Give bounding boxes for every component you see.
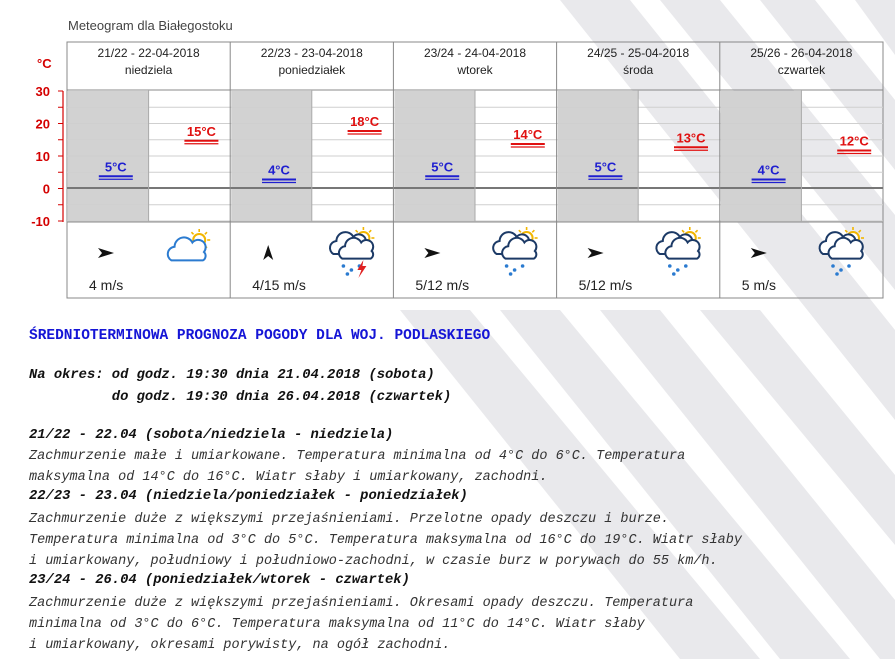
partly-cloudy-icon xyxy=(168,229,210,260)
wind-speed: 4 m/s xyxy=(89,277,124,293)
meteogram-title: Meteogram dla Białegostoku xyxy=(68,18,233,33)
max-temp-label: 14°C xyxy=(513,127,543,142)
min-temp-label: 4°C xyxy=(268,162,290,178)
max-temp-label: 12°C xyxy=(839,133,869,149)
day-weekday: czwartek xyxy=(777,63,826,77)
min-temp-label: 4°C xyxy=(757,162,780,178)
arrow-east-icon xyxy=(98,248,114,258)
section-title: 22/23 - 23.04 (niedziela/poniedziałek - poniedziałek) xyxy=(29,489,468,504)
day-dates: 25/26 - 26-04-2018 xyxy=(750,46,853,60)
day-dates: 22/23 - 23-04-2018 xyxy=(260,46,363,60)
min-temp-label: 5°C xyxy=(431,159,454,175)
section-title: 23/24 - 26.04 (poniedziałek/wtorek - czwartek) xyxy=(29,573,410,588)
section-text: Zachmurzenie duże z większymi przejaśnieniami. Okresami opady deszczu. Temperatura minimalna od 3°C do 6°C. Temperatura maksymalna od 11°C do 14°C. Wiatr słaby i umiarkowany, okresami porywisty, na ogół zachodni. xyxy=(29,596,694,653)
section-text: Zachmurzenie duże z większymi przejaśnieniami. Przelotne opady deszczu i burze. Temperatura minimalna od 3°C do 5°C. Temperatura maksymalna od 16°C do 19°C. Wiatr słaby i umiarkowany, południowy i południowo-zachodni, w czasie burz w porywach do 55 km/h. xyxy=(29,512,742,569)
day-weekday: niedziela xyxy=(124,63,173,77)
arrow-north-icon xyxy=(263,245,273,260)
section-text: Zachmurzenie małe i umiarkowane. Temperatura minimalna od 4°C do 6°C. Temperatura maksymalna od 14°C do 16°C. Wiatr słaby i umiarkowany, zachodni. xyxy=(29,449,686,485)
max-temp-label: 18°C xyxy=(350,114,380,129)
day-dates: 24/25 - 25-04-2018 xyxy=(587,46,690,60)
wind-speed: 5/12 m/s xyxy=(415,277,470,293)
max-temp-label: 15°C xyxy=(186,123,216,139)
day-weekday: poniedziałek xyxy=(278,63,346,77)
y-tick-label: -10 xyxy=(31,214,50,229)
day-dates: 21/22 - 22-04-2018 xyxy=(97,46,200,60)
wind-speed: 4/15 m/s xyxy=(252,277,306,293)
rain-showers-icon xyxy=(656,227,700,276)
thunderstorm-rain-icon xyxy=(330,227,374,278)
y-tick-label: 10 xyxy=(35,149,50,164)
day-dates: 23/24 - 24-04-2018 xyxy=(423,46,527,60)
arrow-east-icon xyxy=(588,248,604,258)
period-to: do godz. 19:30 dnia 26.04.2018 (czwartek) xyxy=(29,390,452,405)
day-weekday: środa xyxy=(623,63,654,77)
section-title: 21/22 - 22.04 (sobota/niedziela - niedziela) xyxy=(29,428,394,443)
day-weekday: wtorek xyxy=(457,63,493,77)
arrow-east-icon xyxy=(751,248,767,258)
max-temp-label: 13°C xyxy=(676,130,706,146)
rain-showers-icon xyxy=(493,227,537,276)
y-tick-label: 20 xyxy=(35,116,50,132)
wind-speed: 5/12 m/s xyxy=(578,277,633,293)
y-tick-label: 0 xyxy=(42,181,50,197)
y-tick-label: 30 xyxy=(35,84,50,99)
arrow-east-icon xyxy=(424,248,440,258)
min-temp-label: 5°C xyxy=(104,159,127,175)
unit-label: °C xyxy=(37,56,52,71)
rain-showers-icon xyxy=(820,227,864,276)
meteogram xyxy=(0,0,895,310)
period-from: Na okres: od godz. 19:30 dnia 21.04.2018 (sobota) xyxy=(29,368,435,383)
wind-speed: 5 m/s xyxy=(741,277,777,293)
forecast-heading: ŚREDNIOTERMINOWA PROGNOZA POGODY DLA WOJ. PODLASKIEGO xyxy=(29,328,491,344)
min-temp-label: 5°C xyxy=(594,159,617,175)
